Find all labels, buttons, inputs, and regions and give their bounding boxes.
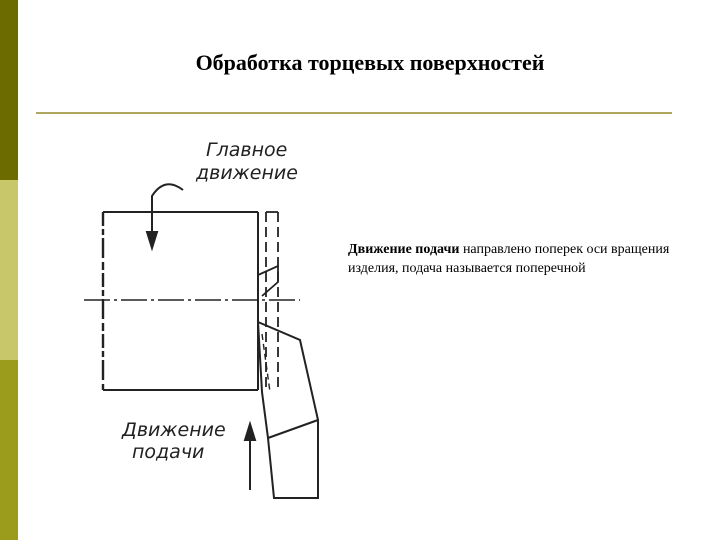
feed-arrow xyxy=(245,424,255,490)
facing-operation-diagram xyxy=(80,120,340,520)
side-bar-top-segment xyxy=(0,0,18,180)
cutting-tool xyxy=(258,322,318,498)
feed-motion-description xyxy=(348,240,698,278)
title-divider xyxy=(36,112,672,114)
workpiece xyxy=(103,212,258,390)
description-text: направлено поперек оси вращения изделия, подача называется поперечной xyxy=(348,242,670,276)
main-motion-label-line1: Главное xyxy=(206,139,288,161)
removed-layer-outline xyxy=(266,212,278,390)
side-bar-bottom-segment xyxy=(0,360,18,540)
description-bold-term: Движение подачи xyxy=(348,242,460,257)
side-bar-middle-segment xyxy=(0,180,18,360)
feed-motion-label-line1: Движение xyxy=(122,419,226,441)
feed-motion-label-line2: подачи xyxy=(132,441,205,463)
main-motion-label-line2: движение xyxy=(196,162,298,184)
rotation-arrow xyxy=(147,184,183,248)
tool-upper-outline xyxy=(258,266,278,296)
side-accent-bar xyxy=(0,0,18,540)
slide-title: Обработка торцевых поверхностей xyxy=(195,50,545,75)
